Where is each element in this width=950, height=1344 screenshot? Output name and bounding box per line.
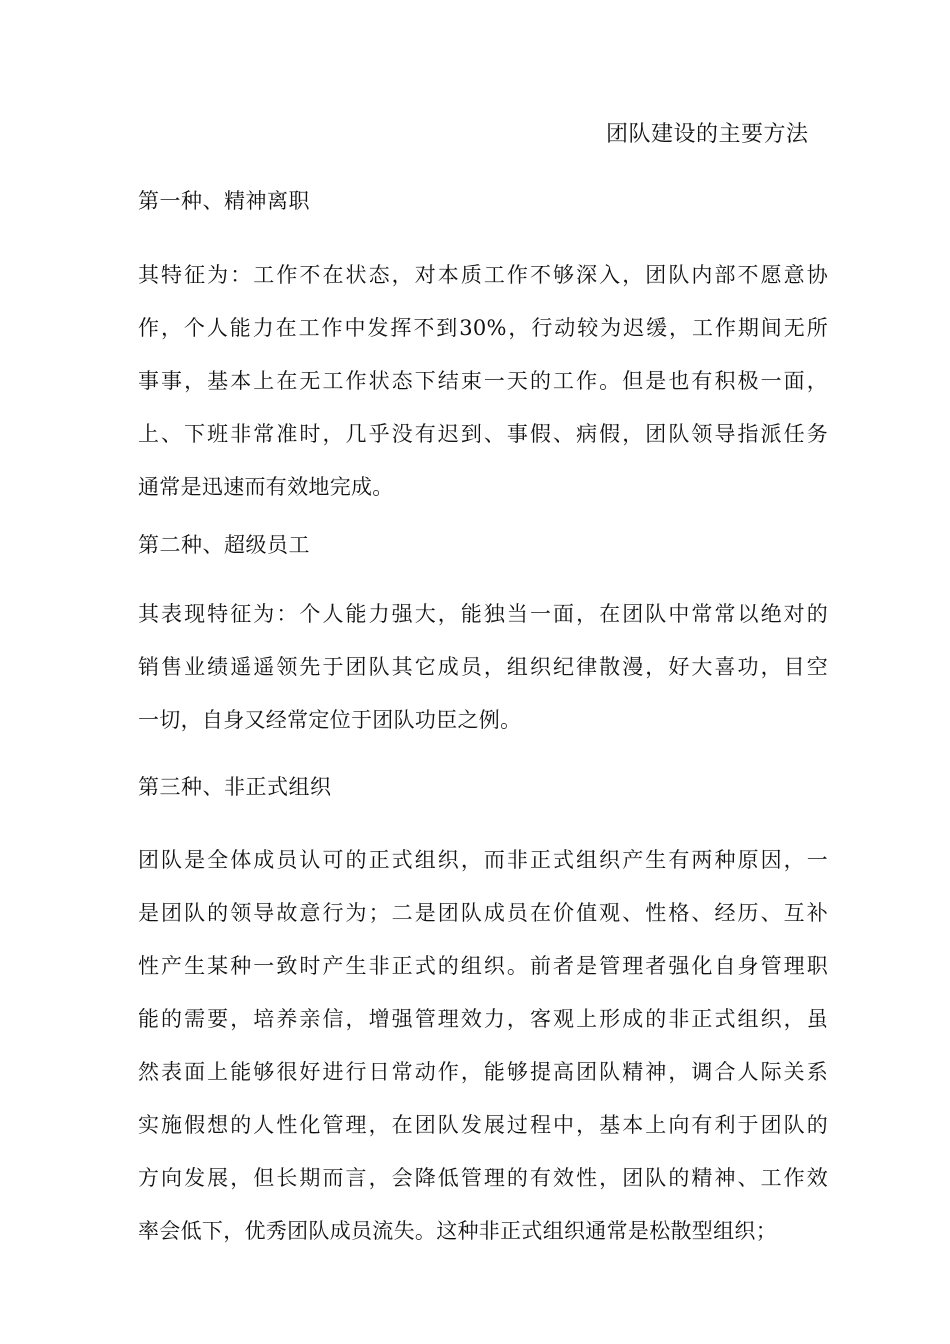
section-heading-1: 第一种、精神离职 (138, 189, 310, 213)
paragraph-line: 率会低下，优秀团队成员流失。这种非正式组织通常是松散型组织； (138, 1219, 777, 1243)
paragraph-line: 能的需要，培养亲信，增强管理效力，客观上形成的非正式组织，虽 (138, 1007, 828, 1031)
section-heading-3: 第三种、非正式组织 (138, 775, 332, 799)
paragraph-line: 然表面上能够很好进行日常动作，能够提高团队精神，调合人际关系 (138, 1060, 828, 1084)
paragraph-line: 其特征为：工作不在状态，对本质工作不够深入，团队内部不愿意协 (138, 263, 828, 287)
paragraph-line: 方向发展，但长期而言，会降低管理的有效性，团队的精神、工作效 (138, 1166, 828, 1190)
paragraph-line: 作，个人能力在工作中发挥不到30%，行动较为迟缓，工作期间无所 (138, 316, 828, 340)
paragraph-line: 事事，基本上在无工作状态下结束一天的工作。但是也有积极一面， (138, 369, 828, 393)
paragraph-line: 是团队的领导故意行为；二是团队成员在价值观、性格、经历、互补 (138, 901, 828, 925)
section-paragraph-3 (138, 842, 828, 1266)
paragraph-line: 通常是迅速而有效地完成。 (138, 475, 394, 499)
document-title: 团队建设的主要方法 (606, 122, 809, 147)
paragraph-line: 销售业绩遥遥领先于团队其它成员，组织纪律散漫，好大喜功，目空 (138, 655, 828, 679)
paragraph-line: 上、下班非常准时，几乎没有迟到、事假、病假，团队领导指派任务 (138, 422, 828, 446)
paragraph-line: 团队是全体成员认可的正式组织，而非正式组织产生有两种原因，一 (138, 848, 828, 872)
paragraph-line: 其表现特征为：个人能力强大，能独当一面，在团队中常常以绝对的 (138, 602, 828, 626)
paragraph-line: 实施假想的人性化管理，在团队发展过程中，基本上向有利于团队的 (138, 1113, 828, 1137)
section-paragraph-2 (138, 596, 828, 755)
section-heading-2: 第二种、超级员工 (138, 533, 310, 557)
section-paragraph-1 (138, 257, 828, 522)
paragraph-line: 一切，自身又经常定位于团队功臣之例。 (138, 708, 522, 732)
paragraph-line: 性产生某种一致时产生非正式的组织。前者是管理者强化自身管理职 (138, 954, 828, 978)
